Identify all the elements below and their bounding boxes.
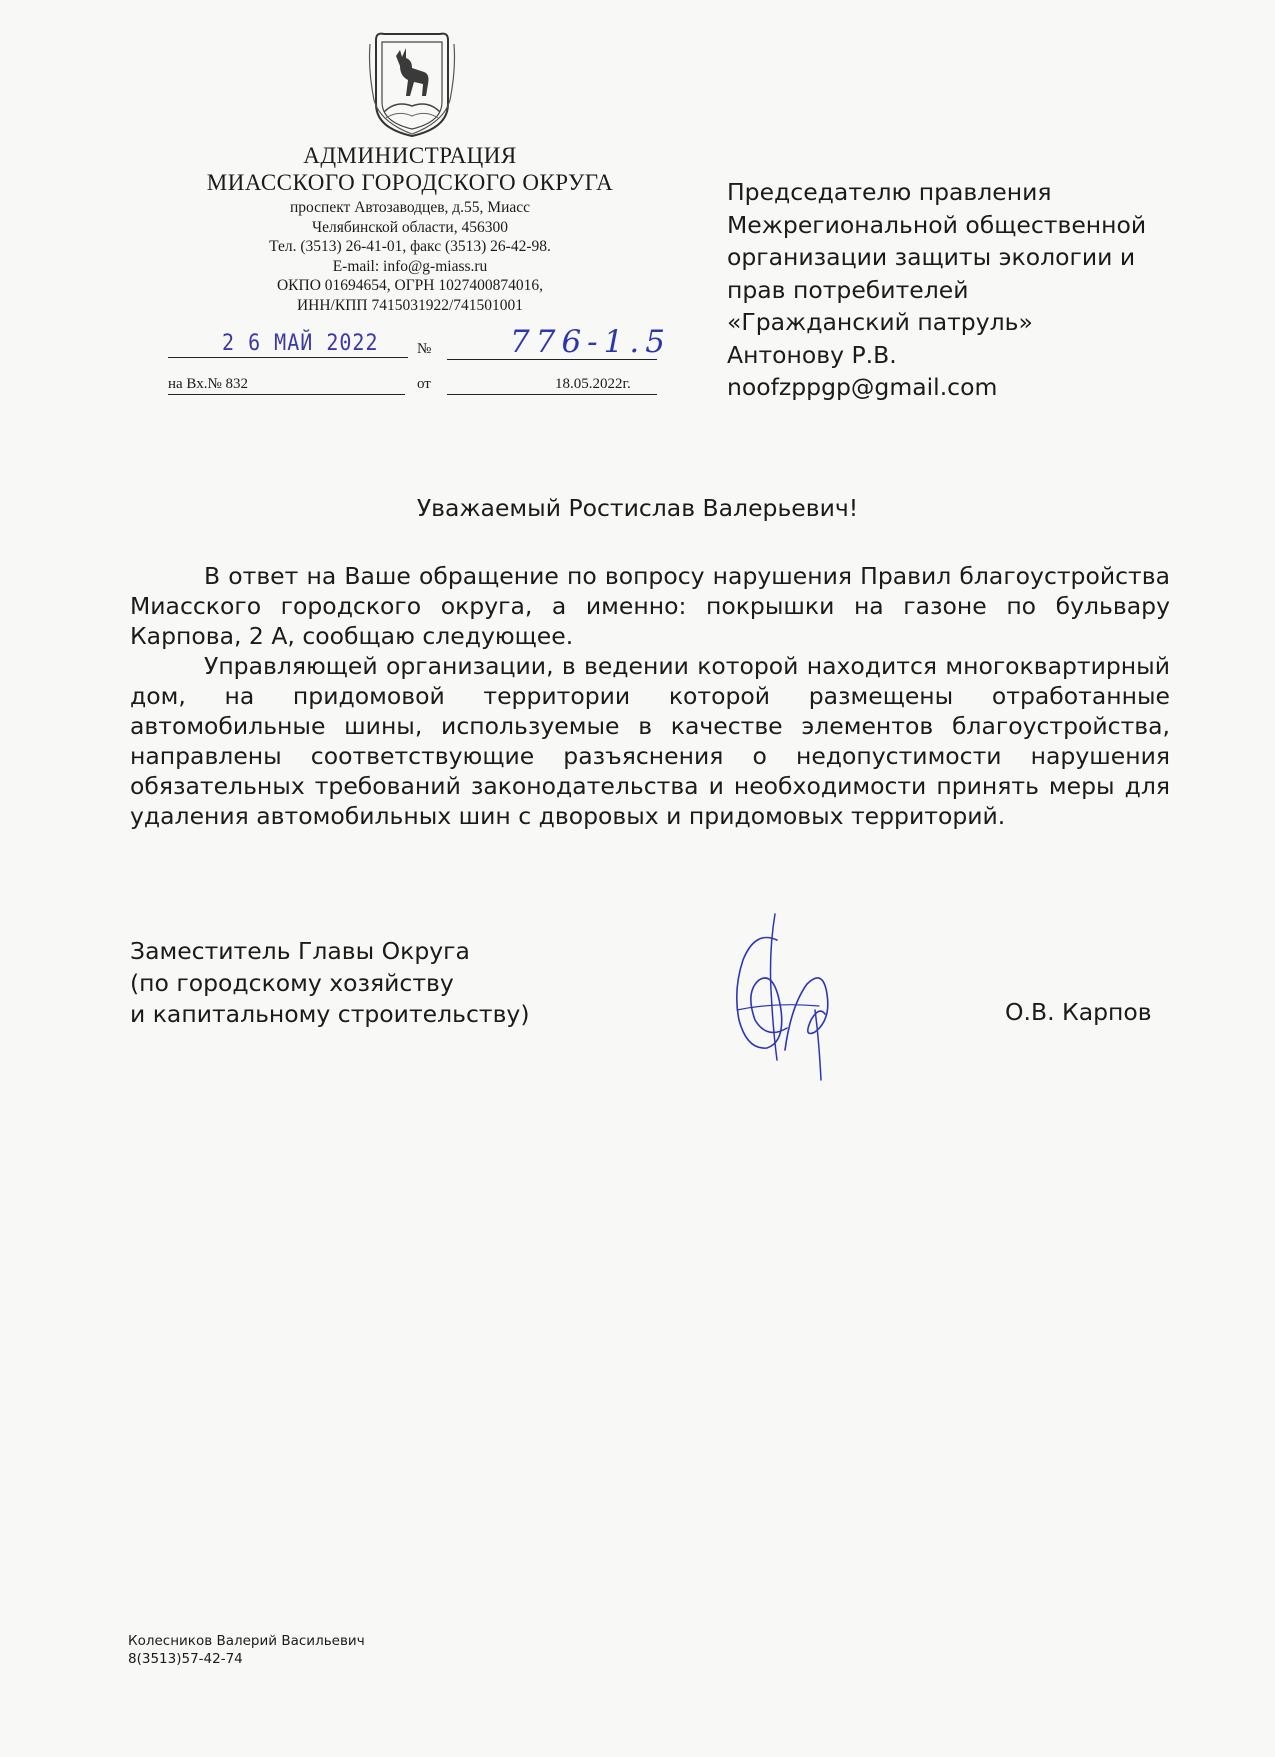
org-address-line-2: Челябинской области, 456300 [312, 218, 508, 236]
org-codes: ОКПО 01694654, ОГРН 1027400874016, [276, 277, 543, 294]
org-title-line-1: АДМИНИСТРАЦИЯ [303, 143, 517, 168]
addressee-email: noofzppgp@gmail.com [727, 373, 998, 401]
addressee-line-1: Председателю правления [727, 178, 1052, 206]
letter-body [130, 561, 1170, 831]
addressee-line-5: «Гражданский патруль» [727, 308, 1033, 336]
org-address-line-1: проспект Автозаводцев, д.55, Миасс [289, 199, 531, 216]
signer-position-line-1: Заместитель Главы Округа [130, 937, 470, 965]
signer-name: О.В. Карпов [1005, 998, 1152, 1026]
addressee-block [727, 176, 1197, 404]
executor-block [128, 1632, 365, 1668]
signer-position-line-2: (по городскому хозяйству [130, 968, 454, 997]
incoming-number: на Вх.№ 832 [168, 376, 249, 392]
incoming-underline [168, 394, 405, 395]
signer-position [130, 936, 530, 1031]
incoming-date: 18.05.2022г. [555, 376, 631, 392]
body-paragraph-2: Управляющей организации, в ведении которой находится многоквартирный дом, на придомовой территории которой размещены отработанные автомобильные шины, используемые в качестве элементов благоустройства, направлены соответствующие разъяснения о недопустимости нарушения обязательных требований законодательства и необходимости принять меры для удаления автомобильных шин с дворовых и придомовых территорий. [130, 652, 1170, 830]
incoming-date-underline [447, 394, 657, 395]
org-inn: ИНН/КПП 7415031922/741501001 [296, 296, 524, 314]
organization-block [130, 142, 690, 315]
body-paragraph-1: В ответ на Ваше обращение по вопросу нарушения Правил благоустройства Миасского городского округа, а именно: покрышки на газоне по бульвару Карпова, 2 А, сообщаю следующее. [130, 562, 1170, 650]
date-underline [168, 357, 408, 358]
from-label: от [417, 376, 431, 392]
coat-of-arms-icon [366, 30, 458, 138]
number-underline [447, 359, 657, 360]
greeting: Уважаемый Ростислав Валерьевич! [416, 494, 859, 522]
executor-name: Колесников Валерий Васильевич [128, 1633, 365, 1649]
number-symbol: № [417, 341, 432, 357]
executor-phone: 8(3513)57-42-74 [128, 1651, 243, 1667]
handwritten-signature [715, 910, 850, 1090]
date-stamp: 2 6 МАЙ 2022 [222, 328, 379, 356]
addressee-line-6: Антонову Р.В. [727, 340, 897, 369]
signer-position-line-3: и капитальному строительству) [130, 1000, 530, 1028]
addressee-line-2: Межрегиональной общественной [727, 210, 1147, 239]
org-email: E-mail: info@g-miass.ru [332, 257, 488, 275]
handwritten-number: 776-1.5 [510, 324, 671, 360]
org-phone: Тел. (3513) 26-41-01, факс (3513) 26-42-98. [269, 238, 551, 255]
addressee-line-3: организации защиты экологии и [727, 243, 1136, 271]
org-title-line-2: МИАССКОГО ГОРОДСКОГО ОКРУГА [206, 170, 614, 195]
addressee-line-4: прав потребителей [727, 275, 969, 304]
